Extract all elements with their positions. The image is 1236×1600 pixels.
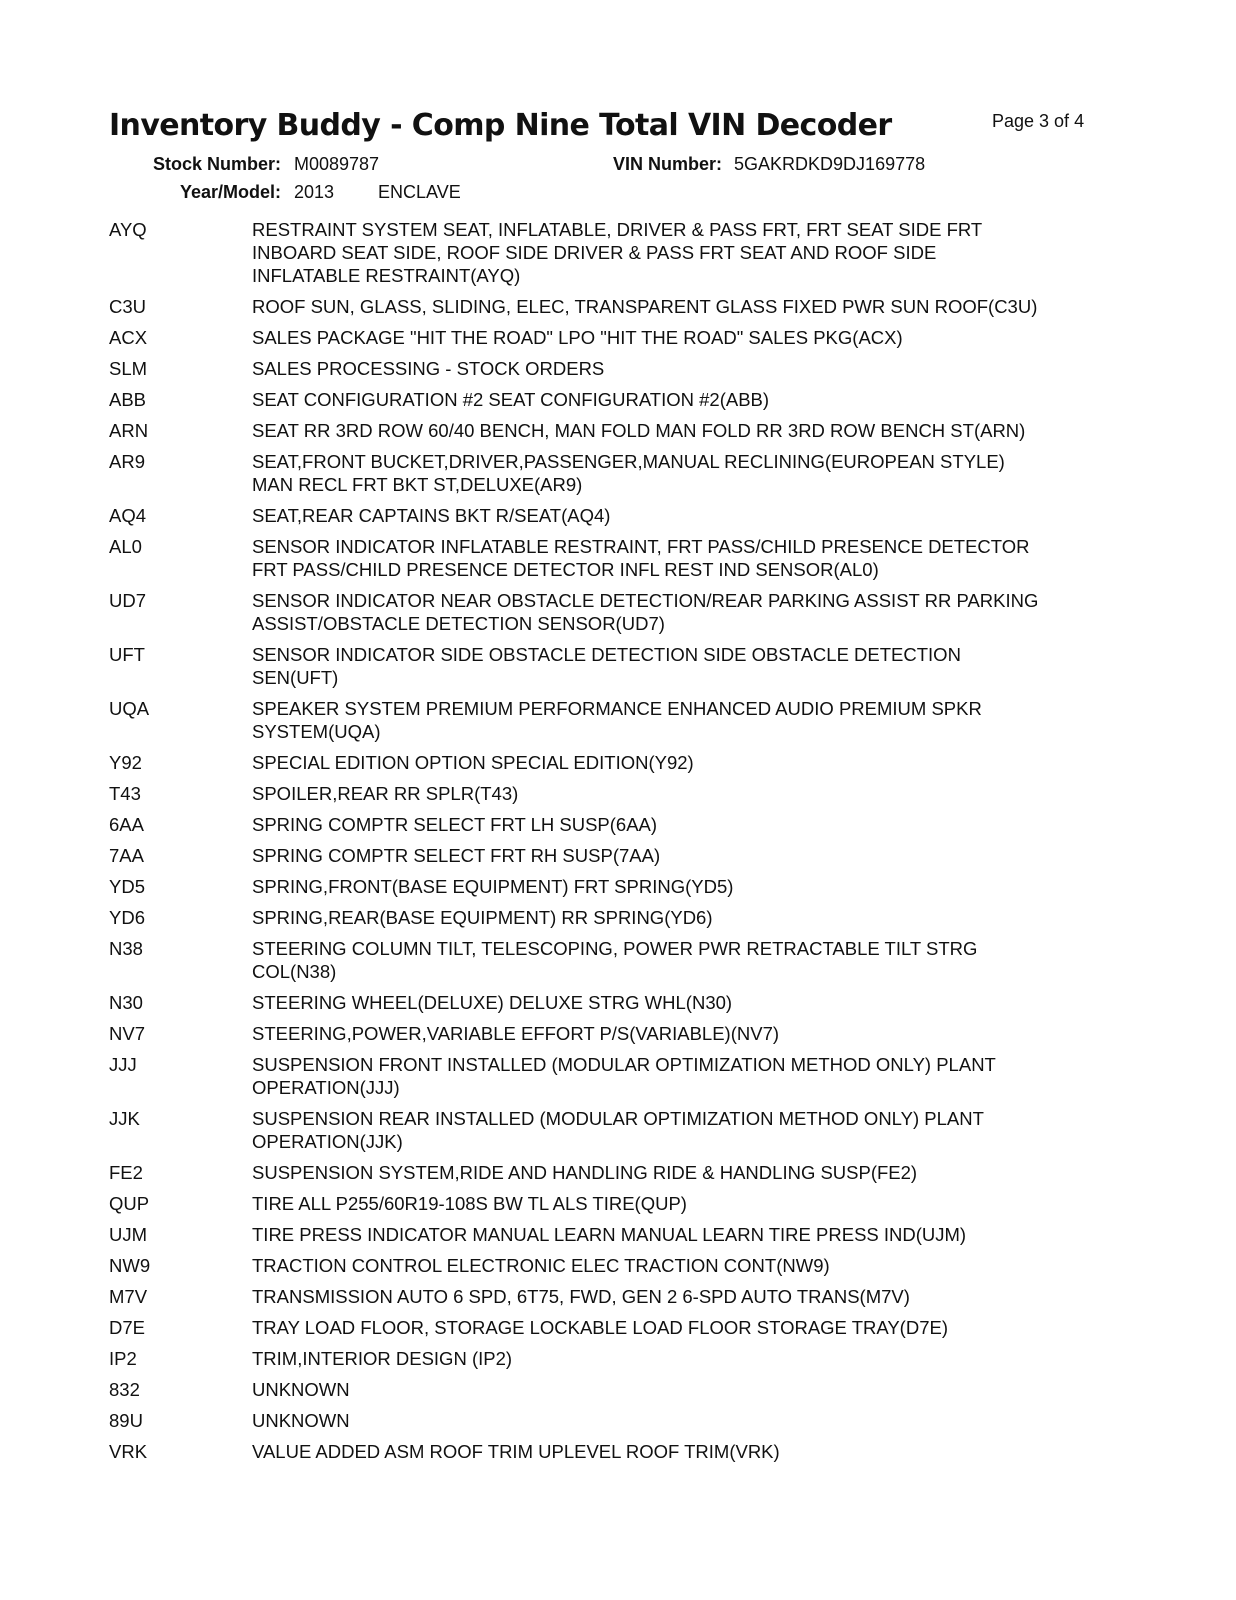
option-description: SPRING,FRONT(BASE EQUIPMENT) FRT SPRING(YD5) [252,876,734,897]
option-row [109,218,1119,287]
option-row [109,1022,1119,1045]
option-code: ABB [109,389,147,410]
page-number: Page 3 of 4 [992,111,1085,131]
option-code: ARN [109,420,149,441]
option-code: UFT [109,644,145,665]
option-code: FE2 [109,1162,143,1183]
year-model-field [148,182,461,203]
vin-number-label: VIN Number: [613,154,723,174]
stock-number-field [148,154,379,175]
option-row [109,875,1119,898]
option-description: SEAT,FRONT BUCKET,DRIVER,PASSENGER,MANUAL RECLINING(EUROPEAN STYLE) MAN RECL FRT BKT ST,DELUXE(AR9) [252,451,1005,495]
option-row [109,535,1119,581]
option-row [109,388,1119,411]
option-row [109,937,1119,983]
option-row [109,844,1119,867]
option-description: TRAY LOAD FLOOR, STORAGE LOCKABLE LOAD FLOOR STORAGE TRAY(D7E) [252,1317,948,1338]
option-code: Y92 [109,752,142,773]
option-code: T43 [109,783,141,804]
option-row [109,295,1119,318]
vin-number-field [613,154,925,175]
option-description: STEERING COLUMN TILT, TELESCOPING, POWER PWR RETRACTABLE TILT STRG COL(N38) [252,938,978,982]
option-code: 89U [109,1410,143,1431]
option-description: SUSPENSION SYSTEM,RIDE AND HANDLING RIDE & HANDLING SUSP(FE2) [252,1162,918,1183]
option-code: C3U [109,296,147,317]
option-code: UJM [109,1224,148,1245]
option-description: SENSOR INDICATOR INFLATABLE RESTRAINT, FRT PASS/CHILD PRESENCE DETECTOR FRT PASS/CHILD PRESENCE DETECTOR INFL REST IND SENSOR(AL0) [252,536,1030,580]
option-row [109,504,1119,527]
option-description: VALUE ADDED ASM ROOF TRIM UPLEVEL ROOF TRIM(VRK) [252,1441,780,1462]
option-row [109,991,1119,1014]
option-code: QUP [109,1193,150,1214]
option-row [109,782,1119,805]
option-row [109,589,1119,635]
option-row [109,751,1119,774]
option-code: JJJ [109,1054,137,1075]
option-code: 6AA [109,814,144,835]
option-row [109,906,1119,929]
option-description: SEAT CONFIGURATION #2 SEAT CONFIGURATION #2(ABB) [252,389,770,410]
option-row [109,697,1119,743]
option-row [109,813,1119,836]
option-description: STEERING WHEEL(DELUXE) DELUXE STRG WHL(N30) [252,992,733,1013]
option-code: NV7 [109,1023,145,1044]
option-code: ACX [109,327,148,348]
option-description: SUSPENSION REAR INSTALLED (MODULAR OPTIMIZATION METHOD ONLY) PLANT OPERATION(JJK) [252,1108,984,1152]
option-description: SPRING COMPTR SELECT FRT LH SUSP(6AA) [252,814,658,835]
option-description: SALES PACKAGE "HIT THE ROAD" LPO "HIT THE ROAD" SALES PKG(ACX) [252,327,903,348]
option-row [109,1409,1119,1432]
option-row [109,1316,1119,1339]
option-row [109,1192,1119,1215]
year-value: 2013 [294,182,335,202]
option-description: SPRING,REAR(BASE EQUIPMENT) RR SPRING(YD6) [252,907,713,928]
page-title: Inventory Buddy - Comp Nine Total VIN Decoder [109,108,892,143]
option-code: AYQ [109,219,147,240]
option-description: SPECIAL EDITION OPTION SPECIAL EDITION(Y92) [252,752,694,773]
year-model-label: Year/Model: [179,182,281,202]
option-code: YD6 [109,907,145,928]
option-description: TRIM,INTERIOR DESIGN (IP2) [252,1348,513,1369]
option-description: SEAT RR 3RD ROW 60/40 BENCH, MAN FOLD MAN FOLD RR 3RD ROW BENCH ST(ARN) [252,420,1026,441]
option-row [109,1107,1119,1153]
option-row [109,1440,1119,1463]
option-code: AR9 [109,451,145,472]
option-description: SENSOR INDICATOR NEAR OBSTACLE DETECTION/REAR PARKING ASSIST RR PARKING ASSIST/OBSTACLE DETECTION SENSOR(UD7) [252,590,1039,634]
option-description: RESTRAINT SYSTEM SEAT, INFLATABLE, DRIVER & PASS FRT, FRT SEAT SIDE FRT INBOARD SEAT SIDE, ROOF SIDE DRIVER & PASS FRT SEAT AND ROOF SIDE INFLATABLE RESTRAINT(AYQ) [252,219,983,286]
option-row [109,326,1119,349]
option-description: SUSPENSION FRONT INSTALLED (MODULAR OPTIMIZATION METHOD ONLY) PLANT OPERATION(JJJ) [252,1054,996,1098]
option-code: YD5 [109,876,145,897]
option-code: IP2 [109,1348,137,1369]
option-code: JJK [109,1108,140,1129]
option-row [109,1285,1119,1308]
option-code: N38 [109,938,143,959]
stock-number-value: M0089787 [294,154,380,174]
option-row [109,1347,1119,1370]
options-list [109,218,1119,1471]
option-row [109,1223,1119,1246]
option-code: 7AA [109,845,144,866]
option-row [109,357,1119,380]
option-row [109,1161,1119,1184]
option-code: AL0 [109,536,142,557]
model-value: ENCLAVE [378,182,461,202]
option-description: SPRING COMPTR SELECT FRT RH SUSP(7AA) [252,845,661,866]
option-description: TIRE ALL P255/60R19-108S BW TL ALS TIRE(QUP) [252,1193,687,1214]
option-code: VRK [109,1441,148,1462]
option-row [109,419,1119,442]
option-description: SENSOR INDICATOR SIDE OBSTACLE DETECTION SIDE OBSTACLE DETECTION SEN(UFT) [252,644,961,688]
option-code: NW9 [109,1255,151,1276]
option-description: SPOILER,REAR RR SPLR(T43) [252,783,519,804]
option-description: ROOF SUN, GLASS, SLIDING, ELEC, TRANSPARENT GLASS FIXED PWR SUN ROOF(C3U) [252,296,1038,317]
option-code: UQA [109,698,150,719]
option-row [109,1053,1119,1099]
option-row [109,450,1119,496]
option-description: UNKNOWN [252,1410,350,1431]
option-description: STEERING,POWER,VARIABLE EFFORT P/S(VARIABLE)(NV7) [252,1023,780,1044]
vin-number-value: 5GAKRDKD9DJ169778 [734,154,926,174]
option-row [109,643,1119,689]
option-description: SPEAKER SYSTEM PREMIUM PERFORMANCE ENHANCED AUDIO PREMIUM SPKR SYSTEM(UQA) [252,698,982,742]
option-code: M7V [109,1286,148,1307]
option-code: N30 [109,992,143,1013]
option-description: TIRE PRESS INDICATOR MANUAL LEARN MANUAL LEARN TIRE PRESS IND(UJM) [252,1224,967,1245]
option-code: SLM [109,358,148,379]
option-description: SEAT,REAR CAPTAINS BKT R/SEAT(AQ4) [252,505,611,526]
option-description: SALES PROCESSING - STOCK ORDERS [252,358,605,379]
option-description: TRACTION CONTROL ELECTRONIC ELEC TRACTION CONT(NW9) [252,1255,830,1276]
option-description: UNKNOWN [252,1379,350,1400]
option-row [109,1378,1119,1401]
option-code: UD7 [109,590,147,611]
option-description: TRANSMISSION AUTO 6 SPD, 6T75, FWD, GEN 2 6-SPD AUTO TRANS(M7V) [252,1286,910,1307]
option-code: D7E [109,1317,145,1338]
option-code: AQ4 [109,505,147,526]
stock-number-label: Stock Number: [152,154,281,174]
option-row [109,1254,1119,1277]
option-code: 832 [109,1379,140,1400]
